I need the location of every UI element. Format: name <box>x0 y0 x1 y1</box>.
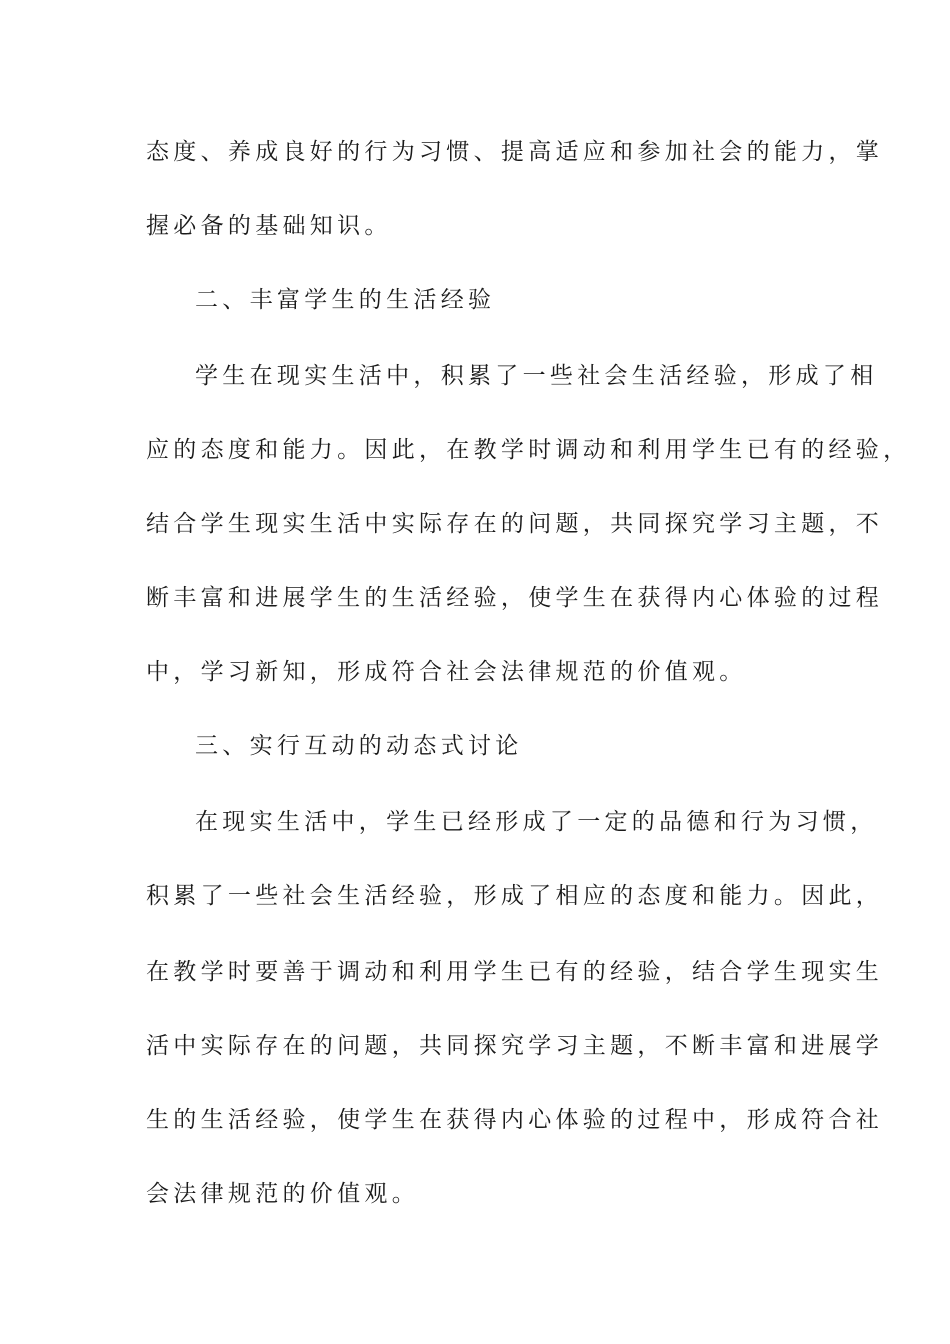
section-heading: 二、丰富学生的生活经验 <box>195 287 496 313</box>
paragraph-line: 会法律规范的价值观。 <box>146 1181 419 1207</box>
paragraph-line: 积累了一些社会生活经验，形成了相应的态度和能力。因此， <box>146 883 884 909</box>
paragraph-line: 活中实际存在的问题，共同探究学习主题，不断丰富和进展学 <box>146 1033 884 1059</box>
paragraph-line: 结合学生现实生活中实际存在的问题，共同探究学习主题，不 <box>146 511 884 537</box>
paragraph-line: 在教学时要善于调动和利用学生已有的经验，结合学生现实生 <box>146 959 884 985</box>
paragraph-line: 断丰富和进展学生的生活经验，使学生在获得内心体验的过程 <box>146 585 884 611</box>
paragraph-line: 在现实生活中，学生已经形成了一定的品德和行为习惯， <box>195 809 878 835</box>
paragraph-line: 应的态度和能力。因此，在教学时调动和利用学生已有的经验， <box>146 437 911 463</box>
paragraph-line: 生的生活经验，使学生在获得内心体验的过程中，形成符合社 <box>146 1107 884 1133</box>
paragraph-line: 中，学习新知，形成符合社会法律规范的价值观。 <box>146 659 747 685</box>
paragraph-line: 学生在现实生活中，积累了一些社会生活经验，形成了相 <box>195 363 878 389</box>
paragraph-line: 态度、养成良好的行为习惯、提高适应和参加社会的能力，掌 <box>146 139 884 165</box>
section-heading: 三、实行互动的动态式讨论 <box>195 733 523 759</box>
paragraph-line: 握必备的基础知识。 <box>146 213 392 239</box>
